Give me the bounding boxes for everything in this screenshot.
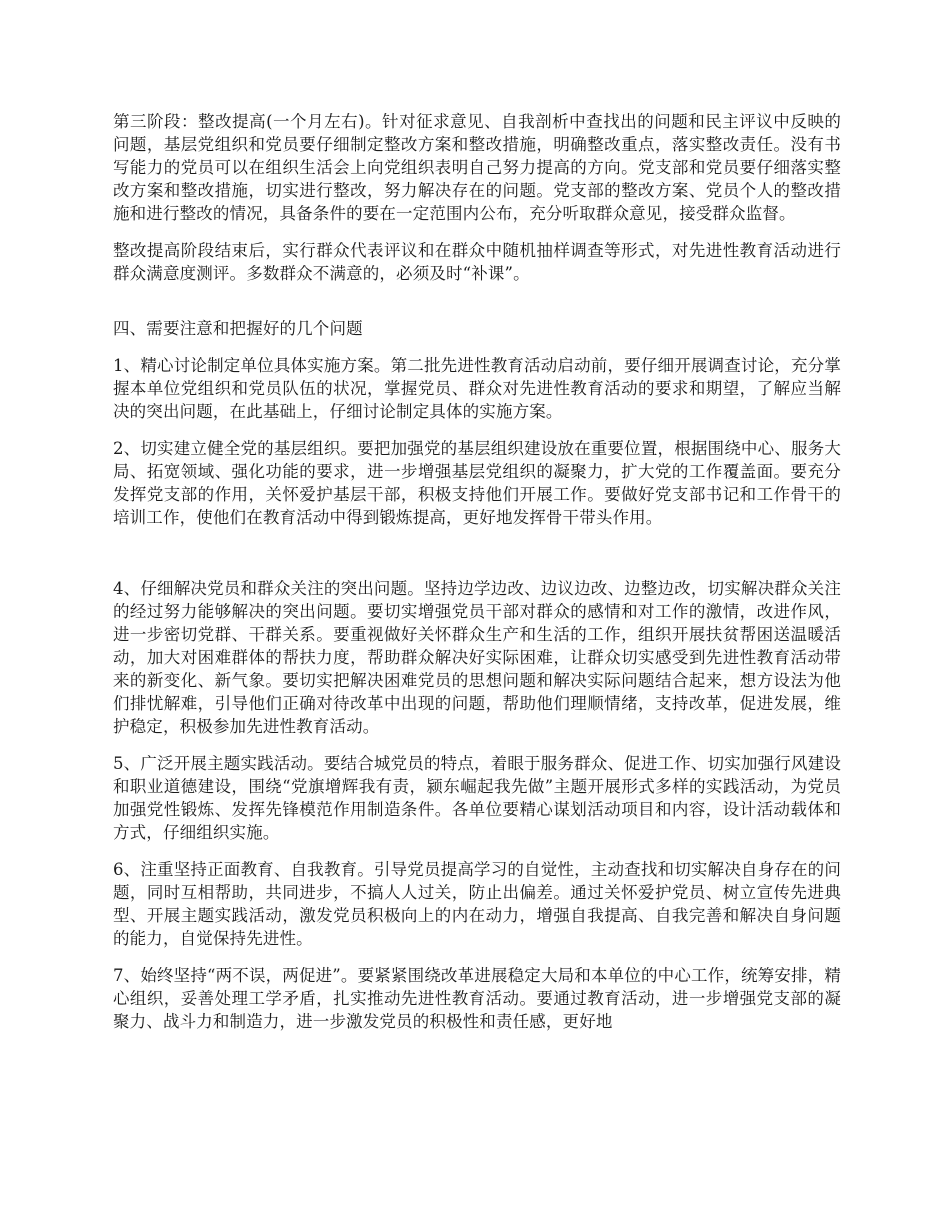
list-item-4: 4、仔细解决党员和群众关注的突出问题。坚持边学边改、边议边改、边整边改，切实解决群众关注的经过努力能够解决的突出问题。要切实增强党员干部对群众的感情和对工作的激情，改进作风，进一步密切党群、干群关系。要重视做好关怀群众生产和生活的工作，组织开展扶贫帮困送温暖活动，加大对困难群体的帮扶力度，帮助群众解决好实际困难，让群众切实感受到先进性教育活动带来的新变化、新气象。要切实把解决困难党员的思想问题和解决实际问题结合起来，想方设法为他们排忧解难，引导他们正确对待改革中出现的问题，帮助他们理顺情绪，支持改革，促进发展，维护稳定，积极参加先进性教育活动。 [113,579,841,736]
paragraph-stage-three: 第三阶段：整改提高(一个月左右)。针对征求意见、自我剖析中查找出的问题和民主评议中反映的问题，基层党组织和党员要仔细制定整改方案和整改措施，明确整改重点，落实整改责任。没有书写能力的党员可以在组织生活会上向党组织表明自己努力提高的方向。党支部和党员要仔细落实整改方案和整改措施，切实进行整改，努力解决存在的问题。党支部的整改方案、党员个人的整改措施和进行整改的情况，具备条件的要在一定范围内公布，充分听取群众意见，接受群众监督。 [113,112,841,223]
list-item-5: 5、广泛开展主题实践活动。要结合城党员的特点，着眼于服务群众、促进工作、切实加强行风建设和职业道德建设，围绕“党旗增辉我有责，颍东崛起我先做”主题开展形式多样的实践活动，为党员加强党性锻炼、发挥先锋模范作用制造条件。各单位要精心谋划活动项目和内容，设计活动载体和方式，仔细组织实施。 [113,754,841,842]
list-item-7: 7、始终坚持“两不误，两促进”。要紧紧围绕改革进展稳定大局和本单位的中心工作，统筹安排，精心组织，妥善处理工学矛盾，扎实推动先进性教育活动。要通过教育活动，进一步增强党支部的凝聚力、战斗力和制造力，进一步激发党员的积极性和责任感，更好地 [113,966,841,1031]
document-body [113,110,841,1047]
paragraph-stage-end: 整改提高阶段结束后，实行群众代表评议和在群众中随机抽样调查等形式，对先进性教育活动进行群众满意度测评。多数群众不满意的，必须及时“补课”。 [113,241,841,283]
list-item-6: 6、注重坚持正面教育、自我教育。引导党员提高学习的自觉性，主动查找和切实解决自身存在的问题，同时互相帮助，共同进步，不搞人人过关，防止出偏差。通过关怀爱护党员、树立宣传先进典型、开展主题实践活动，激发党员积极向上的内在动力，增强自我提高、自我完善和解决自身问题的能力，自觉保持先进性。 [113,860,841,948]
list-item-2: 2、切实建立健全党的基层组织。要把加强党的基层组织建设放在重要位置，根据围绕中心、服务大局、拓宽领域、强化功能的要求，进一步增强基层党组织的凝聚力，扩大党的工作覆盖面。要充分发挥党支部的作用，关怀爱护基层干部，积极支持他们开展工作。要做好党支部书记和工作骨干的培训工作，使他们在教育活动中得到锻炼提高，更好地发挥骨干带头作用。 [113,439,841,527]
section-heading: 四、需要注意和把握好的几个问题 [113,319,363,338]
list-item-1: 1、精心讨论制定单位具体实施方案。第二批先进性教育活动启动前，要仔细开展调查讨论，充分掌握本单位党组织和党员队伍的状况，掌握党员、群众对先进性教育活动的要求和期望，了解应当解决的突出问题，在此基础上，仔细讨论制定具体的实施方案。 [113,356,841,421]
